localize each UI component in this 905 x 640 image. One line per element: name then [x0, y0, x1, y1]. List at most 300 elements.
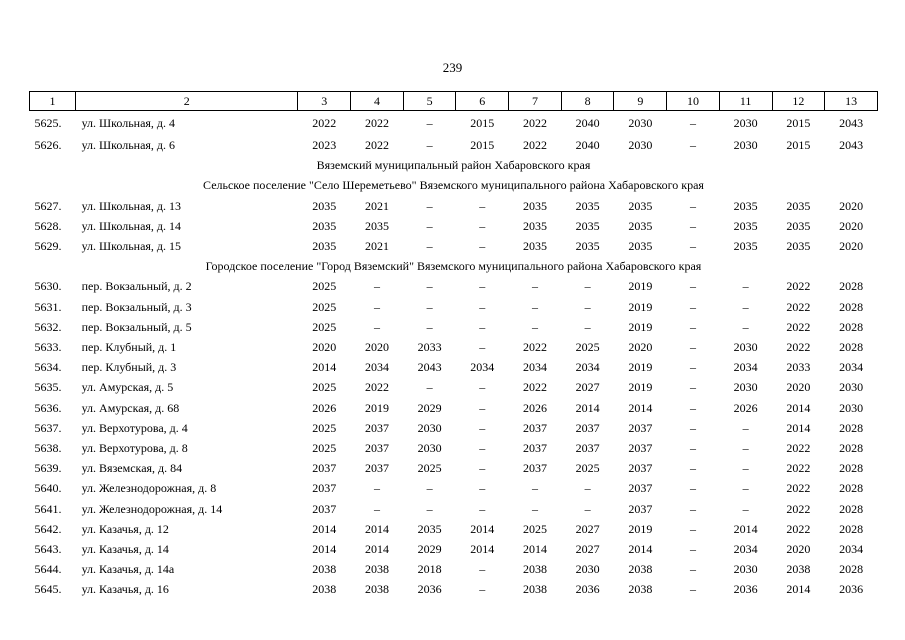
- year-cell: 2033: [417, 340, 442, 355]
- year-cell: 2022: [786, 461, 811, 476]
- header-cell: 6: [456, 92, 509, 111]
- year-cell: 2019: [628, 299, 653, 314]
- year-cell: 2037: [575, 441, 600, 456]
- address-cell: ул. Казачья, д. 16: [81, 582, 169, 597]
- year-cell: 2022: [786, 521, 811, 536]
- year-cell: 2015: [786, 116, 811, 130]
- table-row: [30, 337, 878, 357]
- year-cell: 2022: [786, 501, 811, 516]
- table-row: [30, 377, 878, 397]
- table-row: [30, 111, 878, 136]
- year-cell: 2022: [786, 319, 811, 334]
- year-cell: –: [689, 562, 696, 577]
- year-cell: 2025: [312, 279, 337, 294]
- row-number: 5636.: [34, 400, 62, 415]
- year-cell: 2037: [364, 420, 389, 435]
- year-cell: 2020: [786, 542, 811, 557]
- table-row: [30, 276, 878, 296]
- year-cell: –: [479, 279, 486, 294]
- header-cell: 13: [825, 92, 878, 111]
- year-cell: 2035: [628, 239, 653, 254]
- year-cell: 2025: [312, 441, 337, 456]
- row-number: 5628.: [34, 218, 62, 233]
- year-cell: 2022: [786, 441, 811, 456]
- year-cell: 2025: [575, 461, 600, 476]
- year-cell: –: [584, 501, 591, 516]
- year-cell: –: [426, 501, 433, 516]
- row-number: 5629.: [34, 239, 62, 254]
- row-number: 5639.: [34, 461, 62, 476]
- year-cell: 2030: [628, 116, 653, 130]
- year-cell: 2038: [628, 582, 653, 597]
- year-cell: 2019: [628, 380, 653, 395]
- year-cell: 2037: [522, 461, 547, 476]
- year-cell: 2028: [839, 340, 864, 355]
- year-cell: –: [689, 198, 696, 213]
- year-cell: 2038: [628, 562, 653, 577]
- header-cell: 10: [667, 92, 720, 111]
- year-cell: 2034: [522, 360, 547, 375]
- year-cell: 2037: [312, 461, 337, 476]
- table-row: [30, 539, 878, 559]
- year-cell: 2014: [470, 542, 495, 557]
- year-cell: –: [689, 279, 696, 294]
- year-cell: 2035: [364, 218, 389, 233]
- year-cell: 2014: [733, 521, 758, 536]
- row-number: 5627.: [34, 198, 62, 213]
- table-row: [30, 297, 878, 317]
- year-cell: –: [531, 481, 538, 496]
- year-cell: 2022: [522, 340, 547, 355]
- year-cell: 2040: [575, 138, 600, 152]
- year-cell: –: [479, 420, 486, 435]
- year-cell: 2028: [839, 299, 864, 314]
- year-cell: 2038: [522, 582, 547, 597]
- year-cell: 2025: [312, 380, 337, 395]
- year-cell: 2036: [733, 582, 758, 597]
- year-cell: 2028: [839, 279, 864, 294]
- table-row: [30, 236, 878, 256]
- table-row: [30, 519, 878, 539]
- year-cell: –: [479, 400, 486, 415]
- year-cell: –: [742, 461, 749, 476]
- year-cell: 2019: [628, 279, 653, 294]
- year-cell: 2034: [839, 542, 864, 557]
- year-cell: 2030: [417, 441, 442, 456]
- year-cell: –: [742, 319, 749, 334]
- year-cell: 2030: [733, 562, 758, 577]
- row-number: 5630.: [34, 279, 62, 294]
- year-cell: 2037: [575, 420, 600, 435]
- address-cell: ул. Амурская, д. 5: [81, 380, 174, 395]
- year-cell: 2034: [733, 360, 758, 375]
- year-cell: 2035: [312, 239, 337, 254]
- year-cell: 2020: [364, 340, 389, 355]
- year-cell: 2014: [522, 542, 547, 557]
- year-cell: 2030: [733, 380, 758, 395]
- year-cell: 2037: [628, 481, 653, 496]
- address-cell: ул. Школьная, д. 13: [81, 198, 182, 213]
- row-number: 5632.: [34, 319, 62, 334]
- year-cell: –: [584, 481, 591, 496]
- year-cell: –: [426, 198, 433, 213]
- year-cell: 2035: [733, 218, 758, 233]
- row-number: 5637.: [34, 420, 62, 435]
- row-number: 5645.: [34, 582, 62, 597]
- address-cell: ул. Железнодорожная, д. 14: [81, 501, 223, 516]
- row-number: 5633.: [34, 340, 62, 355]
- table-row: [30, 478, 878, 498]
- year-cell: 2014: [786, 400, 811, 415]
- year-cell: 2029: [417, 542, 442, 557]
- year-cell: 2020: [839, 218, 864, 233]
- year-cell: –: [742, 299, 749, 314]
- year-cell: 2022: [786, 340, 811, 355]
- year-cell: 2037: [364, 441, 389, 456]
- header-cell: 3: [298, 92, 351, 111]
- year-cell: 2022: [364, 138, 389, 152]
- year-cell: 2025: [575, 340, 600, 355]
- row-number: 5634.: [34, 360, 62, 375]
- year-cell: –: [479, 562, 486, 577]
- year-cell: –: [689, 461, 696, 476]
- year-cell: –: [426, 116, 433, 130]
- address-cell: ул. Железнодорожная, д. 8: [81, 481, 217, 496]
- row-number: 5643.: [34, 542, 62, 557]
- year-cell: 2028: [839, 521, 864, 536]
- year-cell: 2027: [575, 521, 600, 536]
- header-cell: 2: [76, 92, 298, 111]
- header-row: [30, 92, 878, 111]
- year-cell: 2023: [312, 138, 337, 152]
- year-cell: 2036: [839, 582, 864, 597]
- year-cell: –: [584, 319, 591, 334]
- year-cell: 2034: [733, 542, 758, 557]
- year-cell: 2035: [628, 218, 653, 233]
- year-cell: 2028: [839, 501, 864, 516]
- year-cell: 2038: [312, 582, 337, 597]
- year-cell: 2035: [312, 218, 337, 233]
- year-cell: 2022: [522, 138, 547, 152]
- year-cell: 2043: [417, 360, 442, 375]
- year-cell: –: [373, 481, 380, 496]
- year-cell: 2020: [786, 380, 811, 395]
- year-cell: 2030: [733, 340, 758, 355]
- year-cell: –: [479, 501, 486, 516]
- year-cell: 2038: [786, 562, 811, 577]
- year-cell: 2035: [733, 239, 758, 254]
- year-cell: 2038: [364, 562, 389, 577]
- year-cell: 2027: [575, 380, 600, 395]
- header-cell: 4: [351, 92, 404, 111]
- year-cell: 2025: [312, 420, 337, 435]
- year-cell: 2027: [575, 542, 600, 557]
- year-cell: –: [689, 116, 696, 130]
- year-cell: –: [689, 138, 696, 152]
- year-cell: 2014: [786, 420, 811, 435]
- year-cell: –: [479, 299, 486, 314]
- year-cell: –: [373, 279, 380, 294]
- section-heading: Городское поселение "Город Вяземский" Вяземского муниципального района Хабаровского края: [205, 259, 702, 274]
- year-cell: –: [531, 299, 538, 314]
- year-cell: 2021: [364, 198, 389, 213]
- address-cell: ул. Школьная, д. 15: [81, 239, 182, 254]
- row-number: 5625.: [34, 116, 62, 130]
- year-cell: 2035: [628, 198, 653, 213]
- row-number: 5635.: [34, 380, 62, 395]
- year-cell: –: [426, 299, 433, 314]
- row-number: 5638.: [34, 441, 62, 456]
- page-number: 239: [442, 60, 463, 75]
- year-cell: 2038: [364, 582, 389, 597]
- year-cell: –: [689, 299, 696, 314]
- year-cell: 2025: [417, 461, 442, 476]
- year-cell: 2030: [733, 116, 758, 130]
- year-cell: 2034: [470, 360, 495, 375]
- year-cell: 2029: [417, 400, 442, 415]
- year-cell: 2037: [522, 420, 547, 435]
- year-cell: 2018: [417, 562, 442, 577]
- year-cell: 2020: [839, 239, 864, 254]
- year-cell: 2022: [786, 299, 811, 314]
- year-cell: 2014: [575, 400, 600, 415]
- year-cell: –: [426, 279, 433, 294]
- year-cell: 2020: [628, 340, 653, 355]
- year-cell: 2022: [522, 380, 547, 395]
- address-cell: ул. Школьная, д. 4: [81, 116, 176, 130]
- year-cell: –: [479, 582, 486, 597]
- year-cell: 2022: [522, 116, 547, 130]
- year-cell: –: [689, 481, 696, 496]
- year-cell: 2026: [733, 400, 758, 415]
- year-cell: 2034: [575, 360, 600, 375]
- year-cell: 2035: [522, 239, 547, 254]
- year-cell: –: [742, 441, 749, 456]
- address-cell: пер. Клубный, д. 1: [81, 340, 177, 355]
- table-row: [30, 579, 878, 599]
- year-cell: 2022: [312, 116, 337, 130]
- year-cell: 2037: [628, 461, 653, 476]
- year-cell: –: [689, 582, 696, 597]
- year-cell: 2035: [417, 521, 442, 536]
- year-cell: 2022: [786, 481, 811, 496]
- section-heading-row: [30, 256, 878, 276]
- table-row: [30, 398, 878, 418]
- year-cell: –: [426, 138, 433, 152]
- year-cell: 2037: [312, 481, 337, 496]
- year-cell: 2015: [470, 138, 495, 152]
- year-cell: –: [689, 400, 696, 415]
- year-cell: 2019: [628, 319, 653, 334]
- year-cell: –: [689, 542, 696, 557]
- section-heading: Сельское поселение "Село Шереметьево" Вяземского муниципального района Хабаровского края: [203, 178, 704, 193]
- year-cell: –: [742, 420, 749, 435]
- header-cell: 8: [561, 92, 614, 111]
- year-cell: 2014: [628, 400, 653, 415]
- row-number: 5644.: [34, 562, 62, 577]
- year-cell: 2035: [522, 218, 547, 233]
- year-cell: –: [689, 319, 696, 334]
- section-heading: Вяземский муниципальный район Хабаровского края: [316, 158, 591, 173]
- header-cell: 9: [614, 92, 667, 111]
- year-cell: –: [373, 299, 380, 314]
- year-cell: 2030: [575, 562, 600, 577]
- year-cell: 2020: [839, 198, 864, 213]
- year-cell: 2026: [522, 400, 547, 415]
- year-cell: 2035: [575, 218, 600, 233]
- year-cell: –: [689, 239, 696, 254]
- year-cell: –: [426, 218, 433, 233]
- year-cell: 2025: [312, 299, 337, 314]
- address-cell: ул. Амурская, д. 68: [81, 400, 180, 415]
- year-cell: 2014: [786, 582, 811, 597]
- year-cell: 2015: [786, 138, 811, 152]
- year-cell: 2035: [786, 198, 811, 213]
- year-cell: 2014: [470, 521, 495, 536]
- year-cell: –: [373, 501, 380, 516]
- year-cell: 2043: [839, 116, 864, 130]
- year-cell: 2028: [839, 481, 864, 496]
- year-cell: –: [479, 239, 486, 254]
- address-cell: ул. Казачья, д. 12: [81, 521, 169, 536]
- year-cell: 2037: [312, 501, 337, 516]
- year-cell: 2037: [522, 441, 547, 456]
- year-cell: 2033: [786, 360, 811, 375]
- table-row: [30, 559, 878, 579]
- year-cell: –: [689, 420, 696, 435]
- header-cell: 5: [403, 92, 456, 111]
- year-cell: 2030: [417, 420, 442, 435]
- year-cell: –: [373, 319, 380, 334]
- year-cell: –: [479, 319, 486, 334]
- table-row: [30, 458, 878, 478]
- year-cell: 2022: [786, 279, 811, 294]
- table-row: [30, 438, 878, 458]
- year-cell: 2014: [364, 521, 389, 536]
- table-row: [30, 317, 878, 337]
- year-cell: –: [584, 299, 591, 314]
- year-cell: –: [689, 218, 696, 233]
- table-row: [30, 418, 878, 438]
- year-cell: 2030: [839, 380, 864, 395]
- year-cell: 2035: [522, 198, 547, 213]
- year-cell: –: [742, 279, 749, 294]
- year-cell: 2038: [522, 562, 547, 577]
- row-number: 5640.: [34, 481, 62, 496]
- table-row: [30, 216, 878, 236]
- year-cell: –: [689, 521, 696, 536]
- year-cell: 2014: [312, 542, 337, 557]
- year-cell: 2043: [839, 138, 864, 152]
- year-cell: 2028: [839, 562, 864, 577]
- year-cell: 2021: [364, 239, 389, 254]
- year-cell: 2028: [839, 319, 864, 334]
- table-body: [30, 111, 878, 600]
- table-header: [30, 92, 878, 111]
- year-cell: –: [584, 279, 591, 294]
- year-cell: –: [479, 441, 486, 456]
- header-cell: 1: [30, 92, 76, 111]
- address-cell: ул. Казачья, д. 14: [81, 542, 169, 557]
- year-cell: –: [742, 481, 749, 496]
- year-cell: –: [479, 198, 486, 213]
- address-cell: пер. Вокзальный, д. 5: [81, 319, 192, 334]
- year-cell: –: [426, 481, 433, 496]
- year-cell: –: [479, 380, 486, 395]
- year-cell: 2014: [312, 360, 337, 375]
- year-cell: –: [531, 319, 538, 334]
- year-cell: 2037: [364, 461, 389, 476]
- year-cell: –: [531, 279, 538, 294]
- row-number: 5626.: [34, 138, 62, 152]
- year-cell: 2030: [733, 138, 758, 152]
- year-cell: 2030: [628, 138, 653, 152]
- table-row: [30, 196, 878, 216]
- year-cell: 2035: [575, 198, 600, 213]
- year-cell: 2035: [575, 239, 600, 254]
- year-cell: 2019: [628, 521, 653, 536]
- table-row: [30, 357, 878, 377]
- year-cell: 2014: [312, 521, 337, 536]
- year-cell: –: [479, 340, 486, 355]
- address-cell: ул. Верхотурова, д. 4: [81, 420, 188, 435]
- year-cell: 2030: [839, 400, 864, 415]
- address-cell: ул. Вяземская, д. 84: [81, 461, 183, 476]
- year-cell: 2034: [839, 360, 864, 375]
- year-cell: –: [742, 501, 749, 516]
- table-row: [30, 499, 878, 519]
- address-cell: ул. Казачья, д. 14а: [81, 562, 175, 577]
- year-cell: –: [689, 441, 696, 456]
- year-cell: 2035: [786, 218, 811, 233]
- row-number: 5641.: [34, 501, 62, 516]
- year-cell: –: [689, 340, 696, 355]
- year-cell: 2028: [839, 441, 864, 456]
- year-cell: 2035: [733, 198, 758, 213]
- year-cell: 2037: [628, 501, 653, 516]
- address-cell: ул. Школьная, д. 14: [81, 218, 182, 233]
- year-cell: 2025: [312, 319, 337, 334]
- year-cell: 2022: [364, 380, 389, 395]
- year-cell: 2022: [364, 116, 389, 130]
- year-cell: 2038: [312, 562, 337, 577]
- schedule-table: [29, 91, 878, 600]
- year-cell: 2019: [364, 400, 389, 415]
- year-cell: –: [479, 481, 486, 496]
- table-row: [30, 135, 878, 155]
- year-cell: –: [426, 239, 433, 254]
- year-cell: –: [689, 360, 696, 375]
- year-cell: –: [426, 319, 433, 334]
- year-cell: –: [479, 461, 486, 476]
- year-cell: 2035: [786, 239, 811, 254]
- section-heading-row: [30, 155, 878, 175]
- section-heading-row: [30, 175, 878, 195]
- year-cell: –: [531, 501, 538, 516]
- row-number: 5631.: [34, 299, 62, 314]
- year-cell: 2025: [522, 521, 547, 536]
- row-number: 5642.: [34, 521, 62, 536]
- year-cell: 2015: [470, 116, 495, 130]
- header-cell: 7: [509, 92, 562, 111]
- year-cell: 2028: [839, 461, 864, 476]
- year-cell: 2035: [312, 198, 337, 213]
- year-cell: 2036: [417, 582, 442, 597]
- year-cell: 2020: [312, 340, 337, 355]
- year-cell: –: [479, 218, 486, 233]
- address-cell: пер. Вокзальный, д. 2: [81, 279, 192, 294]
- year-cell: 2026: [312, 400, 337, 415]
